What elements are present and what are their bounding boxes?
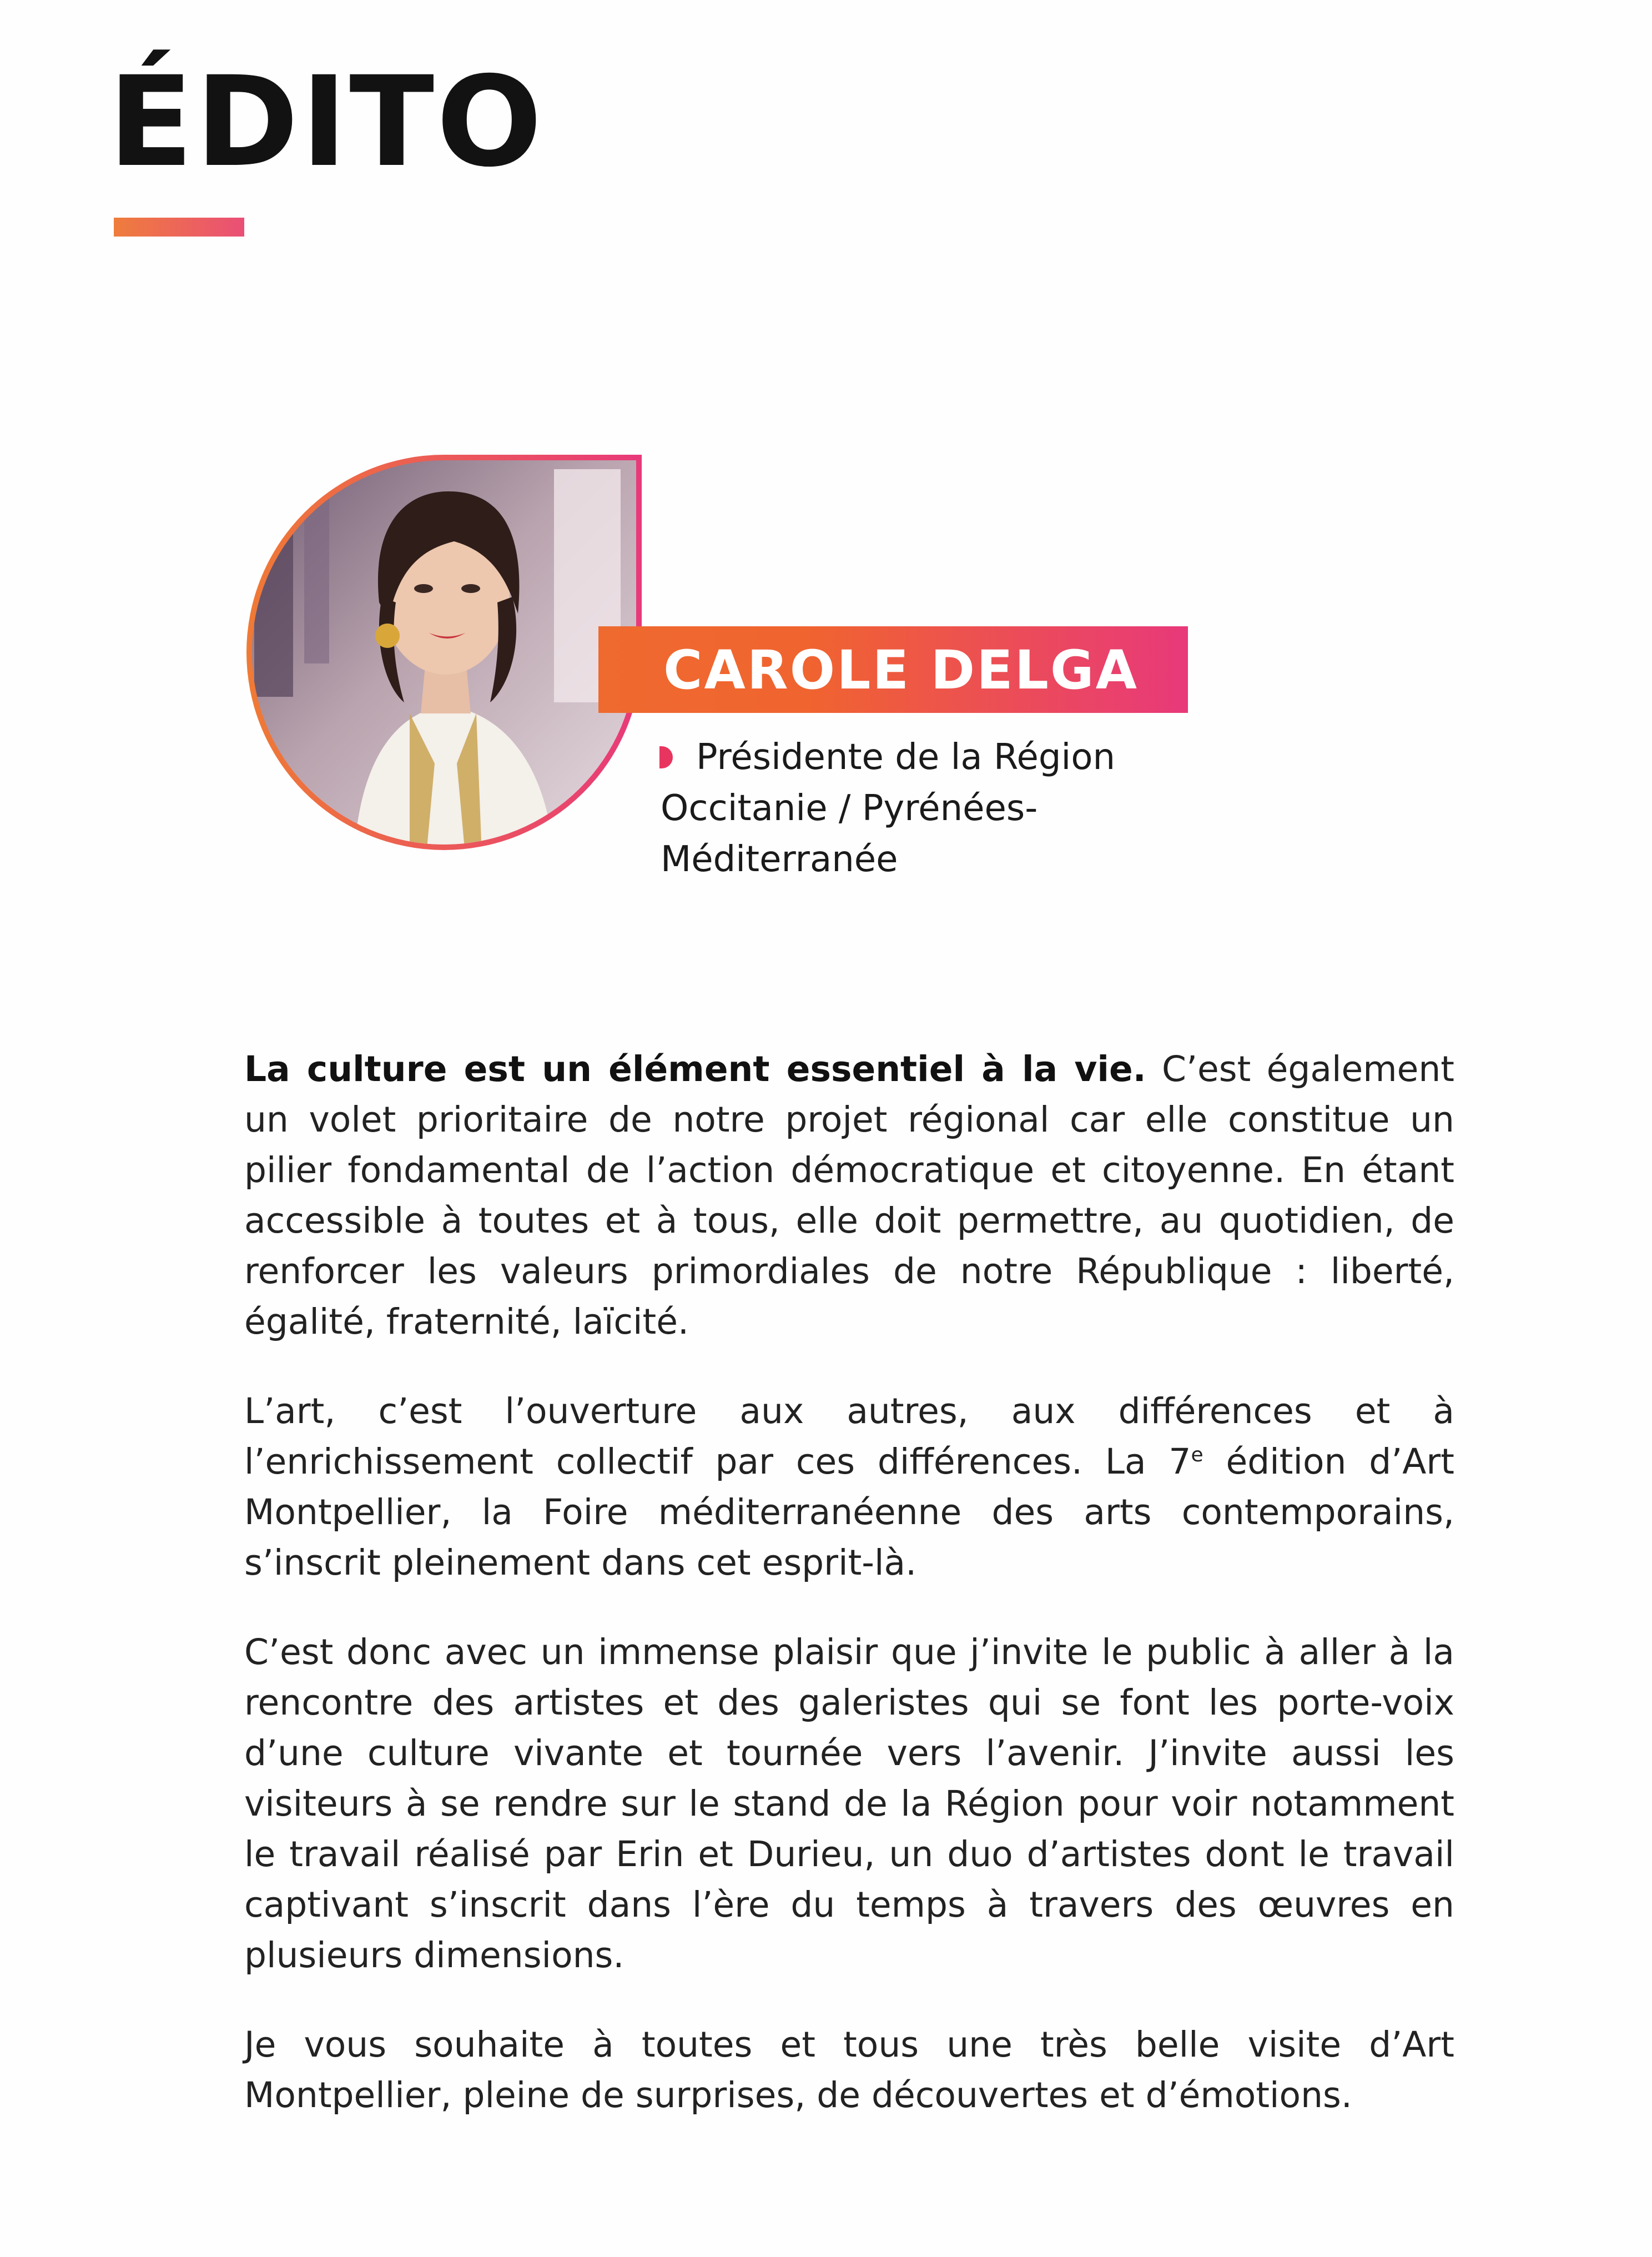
ordinal-suffix: e <box>1191 1444 1203 1466</box>
paragraph-1 <box>244 1044 1454 1347</box>
paragraph-2-text-b: édition d’Art Montpellier, la Foire méditerranéenne des arts contemporains, s’inscrit pleinement dans cet esprit-là. <box>244 1441 1454 1583</box>
lead-sentence: La culture est un élément essentiel à la vie. <box>244 1049 1146 1089</box>
title-accent-bar <box>114 218 244 237</box>
person-name: CAROLE DELGA <box>663 639 1139 701</box>
role-line-2: Occitanie / Pyrénées- <box>661 788 1038 829</box>
portrait-photo <box>243 453 646 855</box>
paragraph-2-text-a: L’art, c’est l’ouverture aux autres, aux différences et à l’enrichissement collectif par ces différences. La 7 <box>244 1391 1454 1482</box>
person-role <box>661 732 1216 885</box>
paragraph-2 <box>244 1386 1454 1588</box>
paragraph-1-text: C’est également un volet prioritaire de notre projet régional car elle constitue un pilier fondamental de l’action démocratique et citoyenne. En étant accessible à toutes et à tous, elle doit permettre, au quotidien, de renforcer les valeurs primordiales de notre République : liberté, égalité, fraternité, laïcité. <box>244 1049 1455 1342</box>
paragraph-3: C’est donc avec un immense plaisir que j’invite le public à aller à la rencontre des artistes et des galeristes qui se font les porte-voix d’une culture vivante et tournée vers l’avenir. J’invite aussi les visiteurs à se rendre sur le stand de la Région pour voir notamment le travail réalisé par Erin et Durieu, un duo d’artistes dont le travail captivant s’inscrit dans l’ère du temps à travers des œuvres en plusieurs dimensions. <box>244 1632 1454 1975</box>
role-line-3: Méditerranée <box>661 839 898 880</box>
article-body <box>244 1044 1454 2159</box>
page-title: ÉDITO <box>108 49 545 194</box>
role-line-1: Présidente de la Région <box>696 737 1116 778</box>
paragraph-4: Je vous souhaite à toutes et tous une très belle visite d’Art Montpellier, pleine de surprises, de découvertes et d’émotions. <box>244 2024 1454 2115</box>
